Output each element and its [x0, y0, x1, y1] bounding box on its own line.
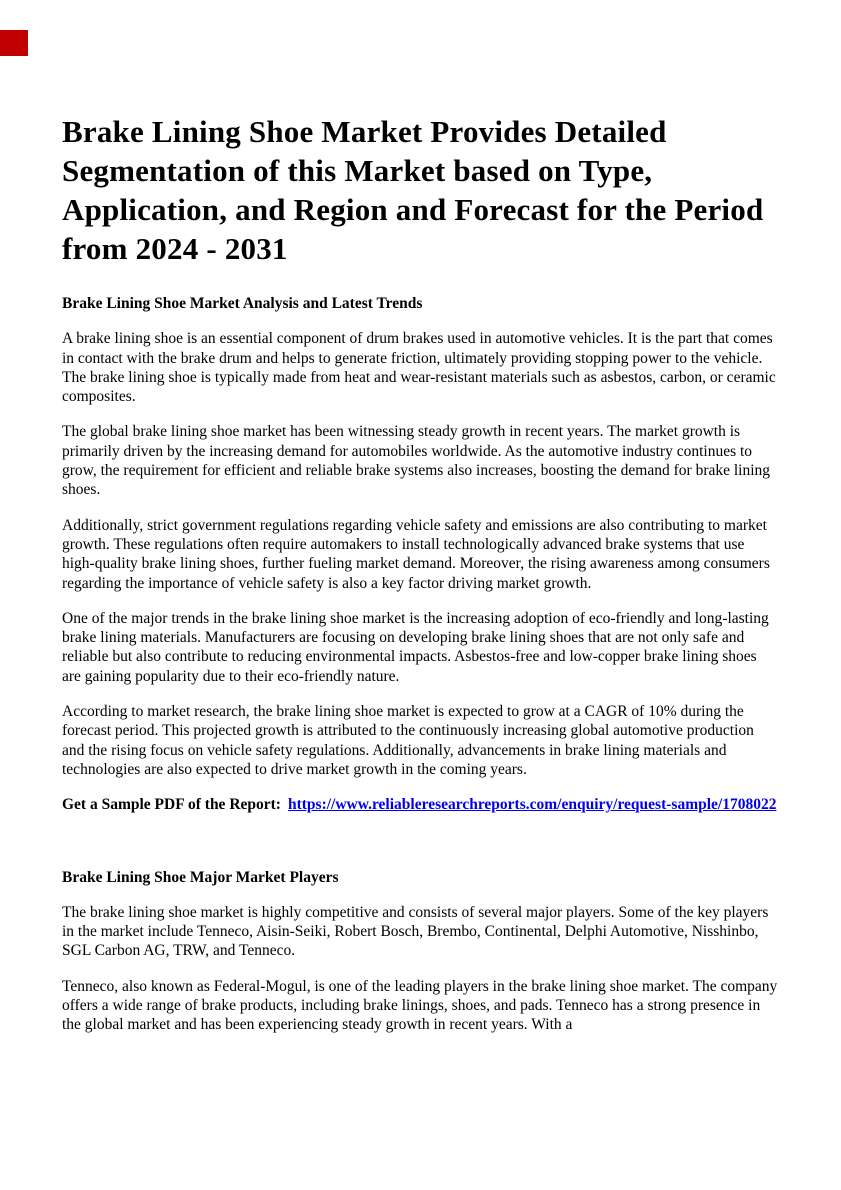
paragraph-market-growth: The global brake lining shoe market has been witnessing steady growth in recent years. The market growth is primarily driven by the increasing demand for automobiles worldwide. As the automotive industry continues to grow, the requirement for efficient and reliable brake systems also increases, boosting the demand for brake lining shoes.: [62, 423, 771, 499]
paragraph-tenneco: Tenneco, also known as Federal-Mogul, is one of the leading players in the brake lining shoe market. The company offers a wide range of brake products, including brake linings, shoes, and pads. Tenneco has a strong presence in the global market and has been experiencing steady growth in recent years. With a: [62, 977, 778, 1034]
paragraph-cagr-forecast: According to market research, the brake lining shoe market is expected to grow at a CAGR of 10% during the forecast period. This projected growth is attributed to the continuously increasing global automotive production and the rising focus on vehicle safety regulations. Additionally, advancements in brake lining materials and technologies are also expected to drive market growth in the coming years.: [62, 703, 754, 778]
paragraph-market-definition: A brake lining shoe is an essential component of drum brakes used in automotive vehicles. It is the part that comes in contact with the brake drum and helps to generate friction, ultimately providing stopping power to the vehicle. The brake lining shoe is typically made from heat and wear-resistant materials such as asbestos, carbon, or ceramic composites.: [62, 330, 776, 406]
paragraph-competitive-landscape: The brake lining shoe market is highly competitive and consists of several major players. Some of the key players in the market include Tenneco, Aisin-Seiki, Robert Bosch, Brembo, Continental, Delphi Automotive, Nisshinbo, SGL Carbon AG, TRW, and Tenneco.: [62, 903, 769, 960]
article-title: Brake Lining Shoe Market Provides Detailed Segmentation of this Market based on Type, Application, and Region and Forecast for the Period from 2024 - 2031: [62, 114, 764, 266]
section-heading-players: Brake Lining Shoe Major Market Players: [62, 868, 339, 886]
sample-request-link[interactable]: https://www.reliableresearchreports.com/enquiry/request-sample/1708022: [287, 796, 777, 814]
paragraph-regulations: Additionally, strict government regulations regarding vehicle safety and emissions are also contributing to market growth. These regulations often require automakers to install technologically advanced brake systems that use high-quality brake lining shoes, further fueling market demand. Moreover, the rising awareness among consumers regarding the importance of vehicle safety is also a key factor driving market growth.: [62, 516, 770, 592]
sample-request-line: [62, 795, 779, 814]
sample-request-label: Get a Sample PDF of the Report:: [62, 796, 281, 814]
paragraph-trends: One of the major trends in the brake lining shoe market is the increasing adoption of eco-friendly and long-lasting brake lining materials. Manufacturers are focusing on developing brake lining shoes that are not only safe and reliable but also contribute to reducing environmental impacts. Asbestos-free and low-copper brake lining shoes are gaining popularity due to their eco-friendly nature.: [62, 609, 769, 685]
section-heading-analysis: Brake Lining Shoe Market Analysis and Latest Trends: [62, 295, 423, 312]
